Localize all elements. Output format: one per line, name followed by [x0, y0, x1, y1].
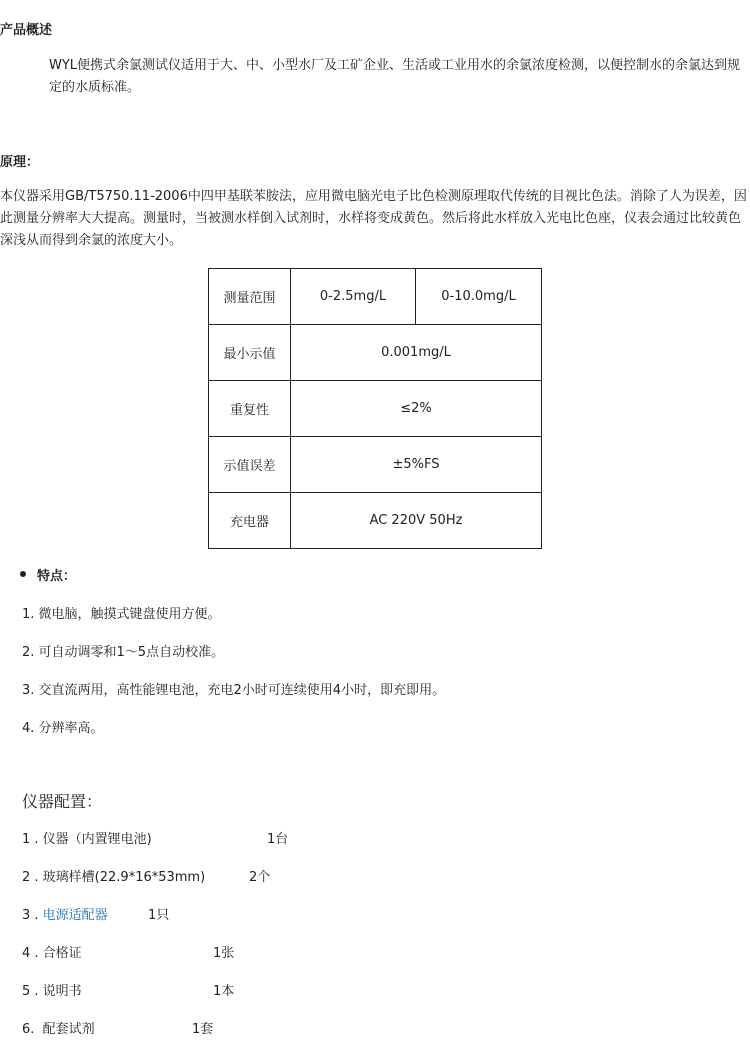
principle-heading: 原理： — [0, 155, 40, 170]
config-item-name: 仪器（内置锂电池) — [42, 832, 152, 847]
spec-value-repeatability: ≤2% — [291, 381, 542, 437]
spec-value-charger: AC 220V 50Hz — [291, 493, 542, 549]
overview-heading: 产品概述 — [0, 23, 53, 38]
features-heading: 特点： — [37, 569, 77, 584]
config-item — [22, 828, 152, 847]
config-item-qty: 1套 — [192, 1022, 214, 1037]
config-item-prefix: 5 . — [22, 984, 43, 999]
spec-label-min-reading: 最小示值 — [209, 325, 291, 381]
spec-table — [208, 268, 542, 549]
config-item — [22, 866, 205, 885]
spec-value-range-high: 0-10.0mg/L — [416, 269, 542, 325]
config-heading: 仪器配置： — [22, 792, 103, 811]
spec-label-repeatability: 重复性 — [209, 381, 291, 437]
config-item — [22, 980, 82, 999]
config-item-prefix: 6. — [22, 1022, 43, 1037]
config-item-name: 玻璃样槽(22.9*16*53mm) — [42, 870, 206, 885]
spec-value-min-reading: 0.001mg/L — [291, 325, 542, 381]
power-adapter-link[interactable]: 电源适配器 — [42, 908, 108, 923]
config-item-name: 合格证 — [42, 946, 82, 961]
config-item-prefix: 4 . — [22, 946, 43, 961]
feature-item: 1. 微电脑，触摸式键盘使用方便。 — [22, 607, 221, 622]
feature-item: 3. 交直流两用，高性能锂电池，充电2小时可连续使用4小时，即充即用。 — [22, 683, 446, 698]
config-item — [22, 904, 108, 923]
config-item-prefix: 1 . — [22, 832, 43, 847]
config-item-qty: 1本 — [213, 984, 235, 999]
config-item-prefix: 2 . — [22, 870, 43, 885]
principle-text: 本仪器采用GB/T5750.11-2006中四甲基联苯胺法，应用微电脑光电子比色检测原理取代传统的目视比色法。消除了人为误差，因此测量分辨率大大提高。测量时，当被测水样倒入试剂时，水样将变成黄色。然后将此水样放入光电比色座，仪表会通过比较黄色深浅从而得到余氯的浓度大小。 — [0, 189, 747, 248]
config-item-qty: 1张 — [213, 946, 235, 961]
spec-label-error: 示值误差 — [209, 437, 291, 493]
config-item-name: 配套试剂 — [42, 1022, 95, 1037]
table-row — [209, 381, 542, 437]
config-item-qty: 1只 — [148, 908, 170, 923]
table-row — [209, 493, 542, 549]
feature-item: 4. 分辨率高。 — [22, 721, 104, 736]
feature-item: 2. 可自动调零和1～5点自动校准。 — [22, 645, 225, 660]
config-item — [22, 1018, 95, 1037]
table-row — [209, 325, 542, 381]
config-item-name: 说明书 — [42, 984, 82, 999]
spec-label-range: 测量范围 — [209, 269, 291, 325]
spec-value-error: ±5%FS — [291, 437, 542, 493]
table-row — [209, 437, 542, 493]
config-item — [22, 942, 82, 961]
config-item-qty: 2个 — [249, 870, 271, 885]
config-item-prefix: 3 . — [22, 908, 43, 923]
overview-text: WYL便携式余氯测试仪适用于大、中、小型水厂及工矿企业、生活或工业用水的余氯浓度检测，以便控制水的余氯达到规定的水质标准。 — [49, 58, 741, 95]
spec-label-charger: 充电器 — [209, 493, 291, 549]
bullet-icon — [20, 571, 26, 577]
config-item-qty: 1台 — [267, 832, 289, 847]
spec-value-range-low: 0-2.5mg/L — [291, 269, 416, 325]
table-row — [209, 269, 542, 325]
